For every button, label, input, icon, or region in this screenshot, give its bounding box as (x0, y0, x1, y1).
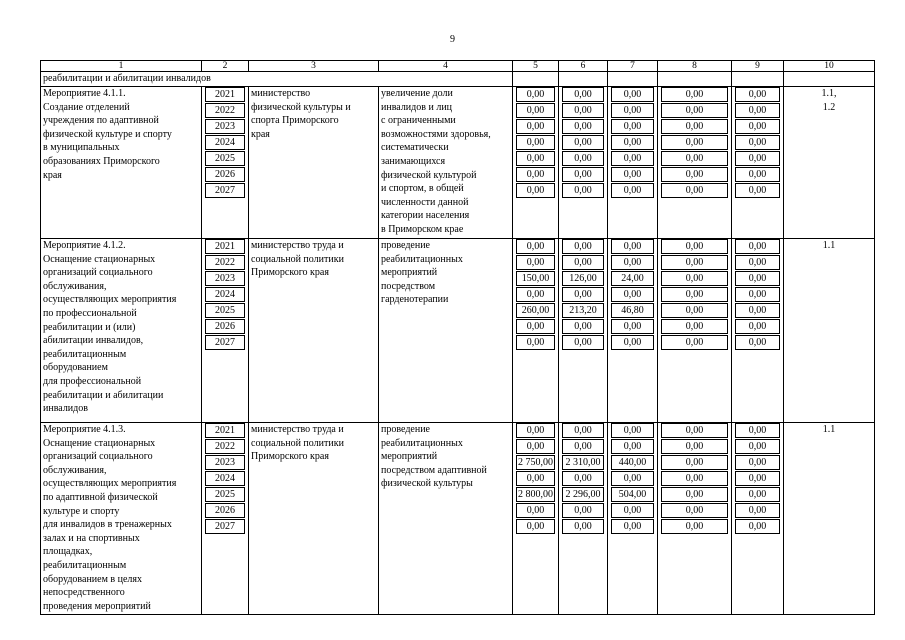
result-line: систематически (381, 142, 449, 154)
amount-value: 0,00 (611, 335, 654, 350)
year-value: 2027 (205, 519, 245, 534)
indicator-ref: 1.1 (822, 240, 836, 251)
indicator-cell (784, 239, 875, 423)
amount-cell-c9 (732, 87, 784, 239)
amount-value: 0,00 (661, 135, 728, 150)
amount-cell-c8 (658, 423, 732, 615)
amount-value: 0,00 (611, 439, 654, 454)
amount-value: 0,00 (516, 87, 555, 102)
col-header: 5 (513, 61, 559, 72)
amount-value: 0,00 (661, 239, 728, 254)
col-header: 3 (249, 61, 379, 72)
measure-name-line: Оснащение стационарных (43, 253, 156, 265)
amount-value: 0,00 (611, 87, 654, 102)
measure-name-line: учреждения по адаптивной (43, 115, 159, 127)
indicator-cell (784, 87, 875, 239)
amount-value: 0,00 (661, 303, 728, 318)
amount-value: 2 296,00 (562, 487, 604, 502)
amount-value: 0,00 (735, 423, 780, 438)
amount-value: 0,00 (735, 503, 780, 518)
year-value: 2024 (205, 135, 245, 150)
amount-value: 0,00 (516, 103, 555, 118)
col-header: 4 (379, 61, 513, 72)
amount-value: 0,00 (735, 87, 780, 102)
amount-value: 0,00 (562, 239, 604, 254)
measure-name-line: реабилитационным (43, 348, 127, 360)
measure-name-cell (41, 423, 202, 615)
program-table (40, 60, 875, 615)
year-value: 2026 (205, 167, 245, 182)
amount-value: 0,00 (611, 135, 654, 150)
executor-cell (249, 239, 379, 423)
amount-value: 0,00 (661, 487, 728, 502)
measure-name-line: Мероприятие 4.1.1. (43, 88, 126, 99)
amount-value: 0,00 (735, 319, 780, 334)
amount-value: 0,00 (611, 151, 654, 166)
amount-value: 0,00 (735, 335, 780, 350)
amount-value: 0,00 (516, 287, 555, 302)
amount-value: 504,00 (611, 487, 654, 502)
amount-cell-c5 (513, 423, 559, 615)
executor-line: спорта Приморского (251, 115, 339, 127)
executor-line: социальной политики (251, 253, 344, 265)
measure-name-line: реабилитации и (или) (43, 321, 136, 333)
measure-name-line: осуществляющих мероприятия (43, 294, 177, 306)
year-value: 2027 (205, 183, 245, 198)
amount-value: 0,00 (735, 455, 780, 470)
amount-value: 0,00 (562, 471, 604, 486)
amount-value: 0,00 (611, 519, 654, 534)
amount-value: 0,00 (611, 471, 654, 486)
section-title: реабилитации и абилитации инвалидов (41, 72, 513, 87)
measure-name-line: по адаптивной физической (43, 491, 158, 503)
measure-name-line: физической культуре и спорту (43, 128, 172, 140)
result-line: проведение (381, 240, 430, 251)
year-value: 2023 (205, 271, 245, 286)
measure-name-line: в муниципальных (43, 142, 120, 154)
amount-value: 0,00 (516, 119, 555, 134)
year-value: 2026 (205, 503, 245, 518)
result-cell (379, 423, 513, 615)
result-line: физической культуры (381, 478, 473, 490)
amount-value: 0,00 (661, 423, 728, 438)
amount-value: 150,00 (516, 271, 555, 286)
amount-value: 0,00 (516, 503, 555, 518)
year-value: 2025 (205, 151, 245, 166)
measure-name-line: Мероприятие 4.1.2. (43, 240, 126, 251)
result-cell (379, 87, 513, 239)
result-line: мероприятий (381, 267, 438, 279)
measure-name-line: обслуживания, (43, 280, 107, 292)
col-header: 10 (784, 61, 875, 72)
amount-value: 0,00 (661, 271, 728, 286)
amount-value: 213,20 (562, 303, 604, 318)
amount-value: 440,00 (611, 455, 654, 470)
year-value: 2023 (205, 119, 245, 134)
amount-value: 0,00 (661, 439, 728, 454)
year-value: 2024 (205, 471, 245, 486)
amount-value: 260,00 (516, 303, 555, 318)
result-line: увеличение доли (381, 88, 453, 99)
amount-value: 0,00 (562, 135, 604, 150)
amount-value: 0,00 (661, 519, 728, 534)
year-value: 2021 (205, 239, 245, 254)
amount-value: 24,00 (611, 271, 654, 286)
amount-value: 126,00 (562, 271, 604, 286)
amount-value: 0,00 (516, 471, 555, 486)
executor-line: министерство труда и (251, 240, 344, 251)
col-header: 9 (732, 61, 784, 72)
executor-line: Приморского края (251, 451, 329, 463)
result-line: мероприятий (381, 451, 438, 463)
amount-cell-c5 (513, 87, 559, 239)
amount-value: 0,00 (735, 239, 780, 254)
measure-name-line: непосредственного (43, 587, 125, 599)
amount-value: 0,00 (735, 303, 780, 318)
amount-value: 0,00 (562, 255, 604, 270)
measure-name-line: инвалидов (43, 403, 88, 415)
result-line: занимающихся (381, 155, 446, 167)
amount-value: 0,00 (562, 151, 604, 166)
indicator-cell (784, 423, 875, 615)
result-cell (379, 239, 513, 423)
measure-row (41, 239, 875, 423)
amount-value: 0,00 (516, 239, 555, 254)
executor-line: края (251, 128, 270, 140)
result-line: посредством адаптивной (381, 464, 487, 476)
amount-value: 0,00 (562, 423, 604, 438)
result-line: инвалидов и лиц (381, 101, 453, 113)
amount-value: 0,00 (516, 319, 555, 334)
amount-cell-c6 (559, 239, 608, 423)
amount-value: 46,80 (611, 303, 654, 318)
amount-value: 0,00 (562, 519, 604, 534)
measure-name-line: культуре и спорту (43, 505, 120, 517)
amount-value: 0,00 (562, 183, 604, 198)
amount-value: 0,00 (735, 287, 780, 302)
measure-name-cell (41, 87, 202, 239)
section-title-row (41, 72, 875, 87)
year-value: 2026 (205, 319, 245, 334)
amount-cell-c7 (608, 87, 658, 239)
measure-name-line: обслуживания, (43, 464, 107, 476)
amount-value: 2 750,00 (518, 457, 553, 468)
result-line: в Приморском крае (381, 223, 464, 235)
amount-value: 0,00 (516, 183, 555, 198)
col-header: 2 (202, 61, 249, 72)
col-header: 7 (608, 61, 658, 72)
executor-line: социальной политики (251, 437, 344, 449)
measure-name-line: оборудованием в целях (43, 573, 143, 585)
result-line: с ограниченными (381, 115, 456, 127)
amount-value: 0,00 (562, 103, 604, 118)
amount-value: 0,00 (735, 487, 780, 502)
executor-cell (249, 423, 379, 615)
amount-cell-c6 (559, 423, 608, 615)
measure-name-line: осуществляющих мероприятия (43, 478, 177, 490)
executor-line: министерство (251, 88, 311, 99)
amount-value: 0,00 (661, 335, 728, 350)
amount-cell-c8 (658, 239, 732, 423)
amount-cell-c6 (559, 87, 608, 239)
amount-value: 0,00 (735, 167, 780, 182)
result-line: категории населения (381, 210, 470, 222)
year-value: 2022 (205, 103, 245, 118)
amount-value: 0,00 (661, 103, 728, 118)
amount-value: 0,00 (661, 287, 728, 302)
measure-name-line: залах и на спортивных (43, 532, 140, 544)
amount-value: 0,00 (735, 471, 780, 486)
amount-value: 0,00 (562, 335, 604, 350)
amount-value: 0,00 (611, 503, 654, 518)
measure-name-line: реабилитационным (43, 559, 127, 571)
year-value: 2023 (205, 455, 245, 470)
amount-value: 0,00 (516, 439, 555, 454)
result-line: гарденотерапии (381, 294, 449, 306)
amount-cell-c8 (658, 87, 732, 239)
amount-value: 0,00 (516, 151, 555, 166)
amount-value: 0,00 (516, 519, 555, 534)
year-value: 2022 (205, 255, 245, 270)
executor-line: физической культуры и (251, 101, 351, 113)
year-value: 2025 (205, 303, 245, 318)
result-line: проведение (381, 424, 430, 435)
amount-value: 0,00 (735, 255, 780, 270)
amount-cell-c9 (732, 239, 784, 423)
amount-value: 0,00 (611, 319, 654, 334)
amount-value: 0,00 (735, 151, 780, 166)
amount-value: 2 800,00 (518, 489, 553, 500)
year-value: 2022 (205, 439, 245, 454)
measure-name-line: края (43, 169, 62, 181)
amount-value: 0,00 (562, 167, 604, 182)
measure-name-line: оборудованием (43, 362, 108, 374)
measure-name-line: по профессиональной (43, 307, 137, 319)
amount-value: 0,00 (562, 87, 604, 102)
amount-value: 0,00 (661, 119, 728, 134)
measure-name-line: организаций социального (43, 451, 153, 463)
result-line: посредством (381, 280, 436, 292)
amount-value: 0,00 (735, 135, 780, 150)
amount-value: 0,00 (516, 255, 555, 270)
amount-value: 0,00 (735, 119, 780, 134)
amount-value: 0,00 (661, 503, 728, 518)
measure-name-line: образованиях Приморского (43, 155, 160, 167)
measure-name-cell (41, 239, 202, 423)
years-cell (202, 87, 249, 239)
amount-value: 0,00 (661, 167, 728, 182)
amount-value: 0,00 (562, 503, 604, 518)
measure-name-line: Создание отделений (43, 101, 130, 113)
amount-value: 0,00 (562, 287, 604, 302)
col-header: 1 (41, 61, 202, 72)
measure-name-line: организаций социального (43, 267, 153, 279)
executor-line: Приморского края (251, 267, 329, 279)
executor-cell (249, 87, 379, 239)
amount-value: 0,00 (611, 255, 654, 270)
amount-cell-c7 (608, 423, 658, 615)
measure-name-line: Оснащение стационарных (43, 437, 156, 449)
amount-cell-c9 (732, 423, 784, 615)
years-cell (202, 423, 249, 615)
measure-row (41, 87, 875, 239)
years-cell (202, 239, 249, 423)
amount-value: 0,00 (661, 183, 728, 198)
result-line: и спортом, в общей (381, 183, 464, 195)
amount-value: 0,00 (735, 519, 780, 534)
amount-value: 0,00 (661, 471, 728, 486)
measure-row (41, 423, 875, 615)
amount-value: 0,00 (735, 183, 780, 198)
amount-value: 0,00 (562, 119, 604, 134)
measure-name-line: площадках, (43, 546, 93, 558)
result-line: возможностями здоровья, (381, 128, 491, 140)
amount-value: 0,00 (611, 119, 654, 134)
measure-name-line: проведения мероприятий (43, 600, 151, 612)
indicator-ref: 1.1 (822, 424, 836, 435)
measure-name-line: реабилитации и абилитации (43, 389, 164, 401)
year-value: 2025 (205, 487, 245, 502)
amount-value: 0,00 (611, 287, 654, 302)
amount-value: 0,00 (735, 271, 780, 286)
amount-value: 0,00 (735, 103, 780, 118)
year-value: 2024 (205, 287, 245, 302)
year-value: 2021 (205, 423, 245, 438)
executor-line: министерство труда и (251, 424, 344, 435)
amount-value: 2 310,00 (562, 455, 604, 470)
indicator-ref: 1.1, (821, 88, 837, 99)
amount-cell-c7 (608, 239, 658, 423)
amount-value: 0,00 (661, 87, 728, 102)
col-header: 8 (658, 61, 732, 72)
amount-value: 0,00 (661, 255, 728, 270)
page-number: 9 (450, 34, 455, 45)
col-header: 6 (559, 61, 608, 72)
measure-name-line: абилитации инвалидов, (43, 335, 144, 347)
result-line: физической культурой (381, 169, 477, 181)
measure-name-line: Мероприятие 4.1.3. (43, 424, 126, 435)
result-line: реабилитационных (381, 437, 463, 449)
amount-value: 0,00 (661, 151, 728, 166)
amount-value: 0,00 (611, 183, 654, 198)
amount-value: 0,00 (516, 135, 555, 150)
amount-value: 0,00 (516, 423, 555, 438)
year-value: 2021 (205, 87, 245, 102)
amount-value: 0,00 (611, 167, 654, 182)
result-line: реабилитационных (381, 253, 463, 265)
amount-value: 0,00 (735, 439, 780, 454)
column-number-row (41, 61, 875, 72)
amount-value: 0,00 (661, 455, 728, 470)
amount-cell-c5 (513, 239, 559, 423)
amount-value: 0,00 (661, 319, 728, 334)
measure-name-line: для инвалидов в тренажерных (43, 519, 172, 531)
amount-value: 0,00 (516, 167, 555, 182)
amount-value: 0,00 (611, 423, 654, 438)
measure-name-line: для профессиональной (43, 375, 142, 387)
result-line: численности данной (381, 196, 469, 208)
indicator-ref: 1.2 (822, 101, 836, 113)
amount-value: 0,00 (516, 335, 555, 350)
amount-value: 0,00 (611, 103, 654, 118)
amount-value: 0,00 (562, 439, 604, 454)
amount-value: 0,00 (611, 239, 654, 254)
amount-value: 0,00 (562, 319, 604, 334)
year-value: 2027 (205, 335, 245, 350)
